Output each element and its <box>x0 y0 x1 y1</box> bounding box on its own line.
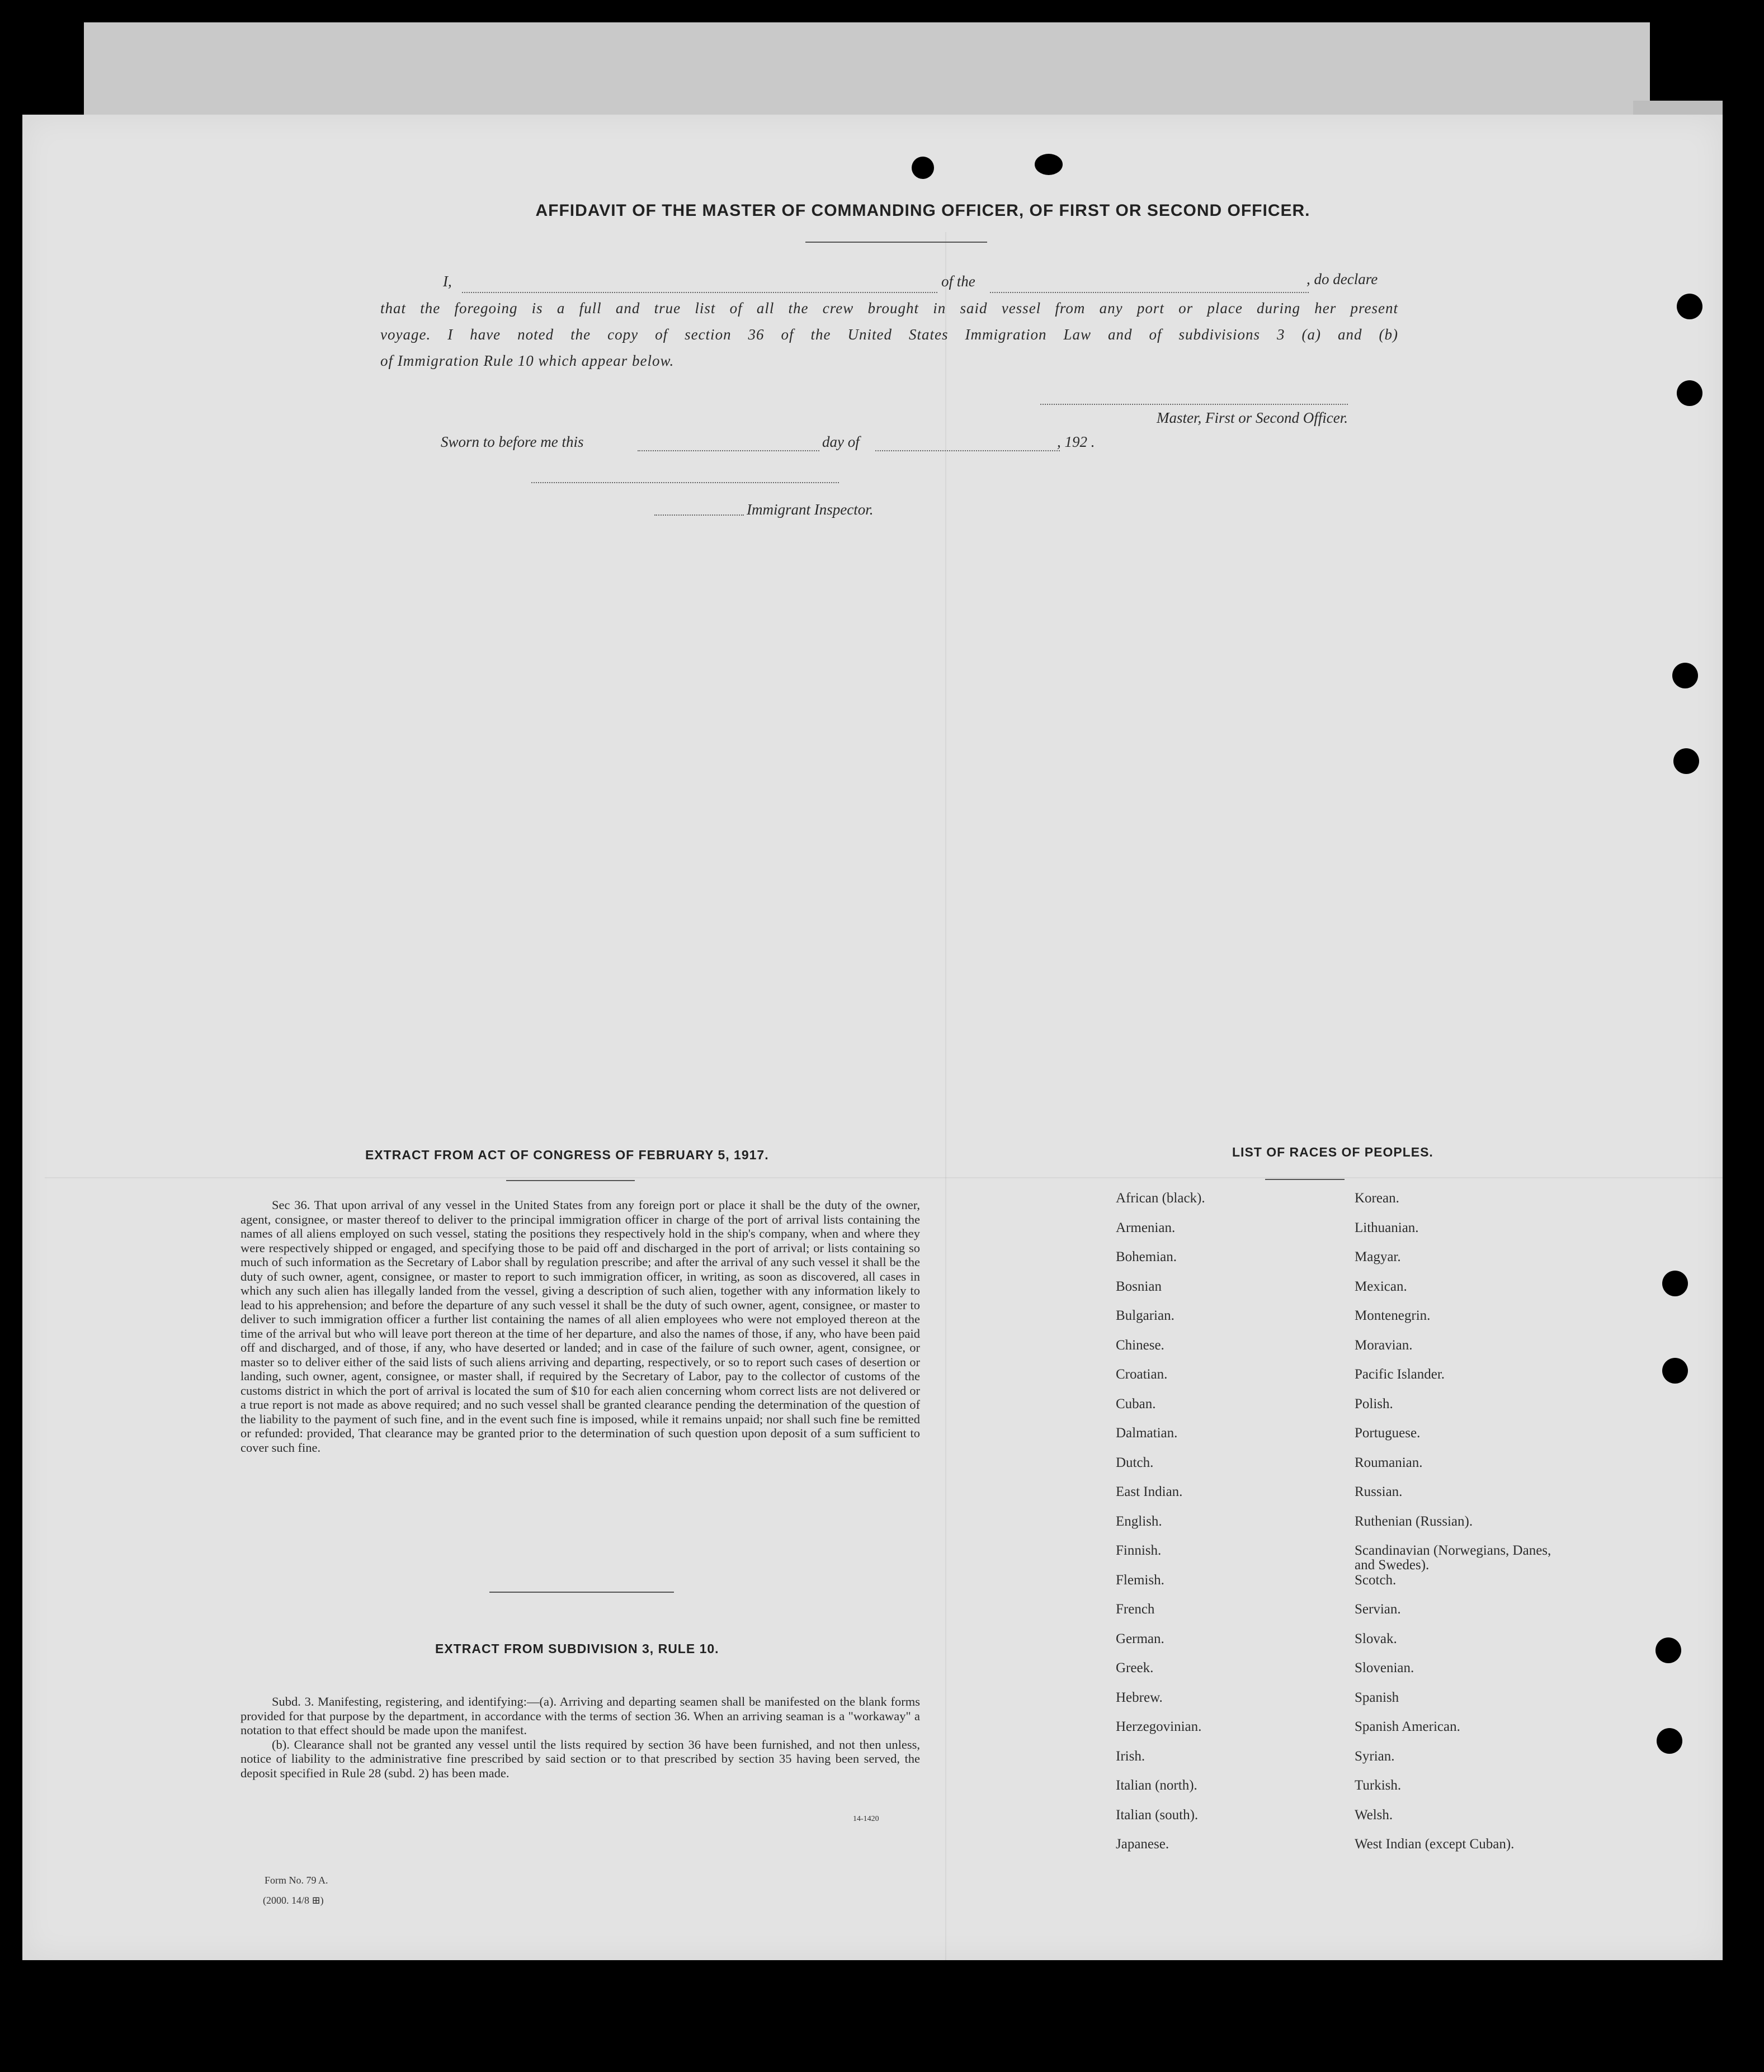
affidavit-line-3: voyage. I have noted the copy of section 36 of the United States Immigration Law and of subdivisions 3 (a) and (b) <box>380 326 1398 343</box>
race-item: German. <box>1116 1631 1164 1646</box>
race-item: Bulgarian. <box>1116 1308 1175 1323</box>
race-item: Magyar. <box>1355 1249 1401 1264</box>
affidavit-title: AFFIDAVIT OF THE MASTER OF COMMANDING OFFICER, OF FIRST OR SECOND OFFICER. <box>535 201 1310 220</box>
race-item: French <box>1116 1602 1155 1617</box>
race-item: African (black). <box>1116 1191 1205 1206</box>
race-item: Armenian. <box>1116 1220 1176 1235</box>
title-rule <box>805 242 987 243</box>
punch-hole <box>1673 748 1699 774</box>
race-item: Finnish. <box>1116 1543 1162 1558</box>
race-item: Greek. <box>1116 1660 1154 1675</box>
race-item: Italian (north). <box>1116 1778 1197 1793</box>
race-item: Portuguese. <box>1355 1426 1421 1441</box>
race-item: Russian. <box>1355 1484 1403 1499</box>
act-heading-rule <box>506 1180 635 1181</box>
horizontal-fold <box>45 1177 1745 1178</box>
sworn-day-field[interactable] <box>638 450 819 451</box>
act-end-rule <box>489 1592 674 1593</box>
race-item: Italian (south). <box>1116 1807 1199 1823</box>
year-label: , 192 . <box>1057 433 1095 450</box>
race-item: Irish. <box>1116 1748 1145 1764</box>
vertical-fold <box>945 232 946 2072</box>
races-heading: LIST OF RACES OF PEOPLES. <box>1232 1145 1433 1159</box>
race-item: Japanese. <box>1116 1837 1169 1852</box>
rule-paragraph-a: Subd. 3. Manifesting, registering, and identifying:—(a). Arriving and departing seamen shall be manifested on the blank forms provided for that purpose by the department, in accordance with the terms of section 36. When an arriving seaman is a "workaway" a notation to that effect should be made upon the manifest. <box>240 1695 920 1737</box>
inspector-label: Immigrant Inspector. <box>747 501 874 518</box>
vessel-field[interactable] <box>990 292 1309 293</box>
inspector-signature-field[interactable] <box>531 482 839 483</box>
race-item: Pacific Islander. <box>1355 1367 1445 1382</box>
race-item: Bohemian. <box>1116 1249 1177 1264</box>
race-item: Roumanian. <box>1355 1455 1423 1470</box>
punch-hole <box>1677 380 1702 406</box>
punch-hole <box>1672 663 1698 688</box>
race-item: Chinese. <box>1116 1337 1164 1353</box>
race-item: Mexican. <box>1355 1278 1407 1294</box>
rule-text <box>240 1695 920 1780</box>
race-item: Moravian. <box>1355 1337 1413 1353</box>
punch-hole <box>1655 1637 1681 1663</box>
race-item: Spanish American. <box>1355 1719 1460 1734</box>
race-item: East Indian. <box>1116 1484 1183 1499</box>
race-item: Slovenian. <box>1355 1660 1414 1675</box>
rule-paragraph-b: (b). Clearance shall not be granted any vessel until the lists required by section 36 have been furnished, and not then unless, notice of liability to the administrative fine prescribed by said section or to that prescribed by section 35 having been served, the deposit specified in Rule 28 (subd. 2) has been made. <box>240 1737 920 1780</box>
sworn-label: Sworn to before me this <box>441 433 584 450</box>
race-item: Flemish. <box>1116 1572 1164 1588</box>
act-heading: EXTRACT FROM ACT OF CONGRESS OF FEBRUARY 5, 1917. <box>365 1148 769 1162</box>
races-column-2 <box>1355 1191 1556 1867</box>
of-the-label: of the <box>941 273 975 290</box>
master-signature-field[interactable] <box>1040 404 1348 405</box>
races-column-1 <box>1116 1191 1205 1867</box>
race-item: Servian. <box>1355 1602 1401 1617</box>
race-item: Hebrew. <box>1116 1689 1163 1705</box>
day-of-label: day of <box>822 433 860 450</box>
punch-hole <box>1677 294 1702 319</box>
race-item: Dalmatian. <box>1116 1426 1178 1441</box>
print-code: 14-1420 <box>853 1815 879 1823</box>
race-item: Spanish <box>1355 1689 1399 1705</box>
races-heading-rule <box>1265 1179 1345 1180</box>
race-item: Turkish. <box>1355 1778 1402 1793</box>
name-field[interactable] <box>462 292 937 293</box>
affidavit-line-4: of Immigration Rule 10 which appear below. <box>380 352 675 369</box>
do-declare-label: , do declare <box>1307 271 1378 287</box>
inspector-signature-field-2[interactable] <box>654 515 744 516</box>
race-item: Croatian. <box>1116 1367 1168 1382</box>
race-item: Bosnian <box>1116 1278 1162 1294</box>
affidavit-line-2: that the foregoing is a full and true list of all the crew brought in said vessel from any port or place during her present <box>380 300 1398 317</box>
print-run: (2000. 14/8 ⊞) <box>263 1895 324 1906</box>
master-label: Master, First or Second Officer. <box>1157 409 1348 426</box>
race-item: Dutch. <box>1116 1455 1154 1470</box>
act-section-text <box>240 1198 920 1455</box>
binding-hole <box>912 157 934 179</box>
sworn-month-field[interactable] <box>875 450 1060 451</box>
race-item: Scandinavian (Norwegians, Danes, and Swedes). <box>1355 1543 1551 1573</box>
race-item: Herzegovinian. <box>1116 1719 1202 1734</box>
race-item: English. <box>1116 1513 1162 1529</box>
punch-hole <box>1662 1358 1688 1384</box>
race-item: Montenegrin. <box>1355 1308 1431 1323</box>
form-number: Form No. 79 A. <box>265 1875 328 1886</box>
rule-heading: EXTRACT FROM SUBDIVISION 3, RULE 10. <box>435 1641 719 1656</box>
race-item: West Indian (except Cuban). <box>1355 1837 1515 1852</box>
binding-hole <box>1035 154 1063 175</box>
race-item: Cuban. <box>1116 1396 1156 1412</box>
race-item: Lithuanian. <box>1355 1220 1419 1235</box>
race-item: Scotch. <box>1355 1572 1397 1588</box>
race-item: Ruthenian (Russian). <box>1355 1513 1473 1529</box>
race-item: Welsh. <box>1355 1807 1393 1823</box>
race-item: Syrian. <box>1355 1748 1395 1764</box>
section-36-paragraph: Sec 36. That upon arrival of any vessel in the United States from any foreign port or place it shall be the duty of the owner, agent, consignee, or master thereof to deliver to the principal immigration officer in charge of the port of arrival lists containing the names of all aliens employed on such vessel, stating the positions they respectively hold in the ship's company, when and where they were respectively shipped or engaged, and specifying those to be paid off and discharged in the port of arrival; or lists containing so much of such information as the Secretary of Labor shall by regulation prescribe; and after the arrival of any such vessel it shall be the duty of such owner, agent, consignee, or master to report to such immigration officer, in writing, as soon as discovered, all cases in which any such alien has illegally landed from the vessel, giving a description of such alien, together with any information likely to lead to his apprehension; and before the departure of any such vessel it shall be the duty of such owner, agent, consignee, or master to deliver to such immigration officer a further list containing the names of all alien employees who were not employed thereon at the time of the arrival but who will leave port thereon at the time of her departure, and also the names of those, if any, who have been paid off and discharged, and of those, if any, who have deserted or landed; and in case of the failure of such owner, agent, consignee, or master so to deliver either of the said lists of such aliens arriving and departing, respectively, or so to report such cases of desertion or landing, such owner, agent, consignee, or master shall, if required by the Secretary of Labor, pay to the collector of customs of the customs district in which the port of arrival is located the sum of $10 for each alien concerning whom correct lists are not delivered or a true report is not made as above required; and no such vessel shall be granted clearance pending the determination of the question of the liability to the payment of such fine, and in the event such fine is imposed, while it remains unpaid; nor shall such fine be remitted or refunded: provided, That clearance may be granted prior to the determination of such question upon deposit of a sum sufficient to cover such fine. <box>240 1198 920 1455</box>
race-item: Korean. <box>1355 1191 1399 1206</box>
race-item: Polish. <box>1355 1396 1393 1412</box>
punch-hole <box>1662 1271 1688 1296</box>
punch-hole <box>1657 1728 1682 1754</box>
i-label: I, <box>443 273 452 290</box>
race-item: Slovak. <box>1355 1631 1397 1646</box>
